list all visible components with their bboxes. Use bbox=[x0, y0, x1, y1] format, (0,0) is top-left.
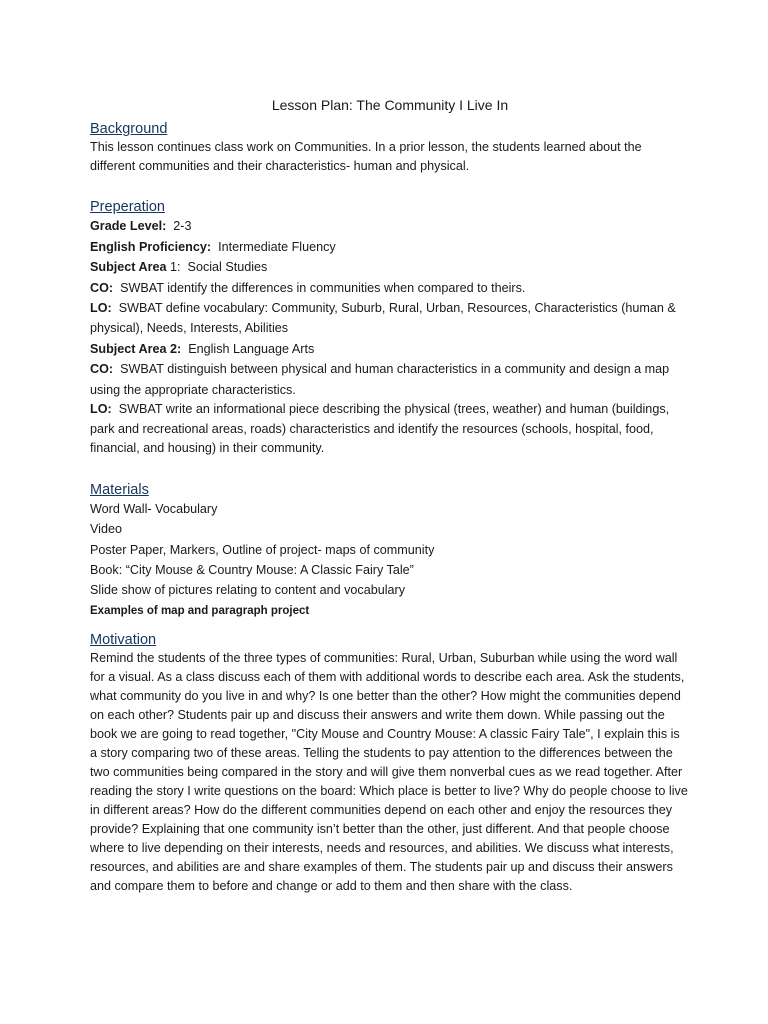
material-item: Poster Paper, Markers, Outline of project- maps of community bbox=[90, 542, 435, 557]
material-item: Video bbox=[90, 522, 122, 537]
co-2-line bbox=[90, 359, 690, 400]
lo-2-text: SWBAT write an informational piece describing the physical (trees, weather) and human (buildings, park and recreational areas, roads) characteristics and identify the resources (schools, hospital, food, financial, and housing) in their community. bbox=[90, 402, 670, 456]
lo-1-text: SWBAT define vocabulary: Community, Suburb, Rural, Urban, Resources, Characteristics (human & physical), Needs, Interests, Abilities bbox=[90, 301, 676, 336]
background-heading: Background bbox=[90, 121, 168, 137]
co-2-text: SWBAT distinguish between physical and human characteristics in a community and design a map using the appropriate characteristics. bbox=[90, 362, 670, 397]
page-title: Lesson Plan: The Community I Live In bbox=[271, 97, 509, 113]
motivation-section bbox=[90, 631, 690, 897]
grade-level-label: Grade Level: bbox=[90, 219, 167, 234]
lo-1-label: LO: bbox=[90, 301, 112, 316]
grade-level-line bbox=[90, 216, 690, 236]
subject-area-1-value: Social Studies bbox=[187, 260, 268, 275]
co-1-label: CO: bbox=[90, 280, 114, 295]
co-2-label: CO: bbox=[90, 362, 114, 377]
preparation-section bbox=[90, 198, 690, 458]
background-text: This lesson continues class work on Communities. In a prior lesson, the students learned about the different communities and their characteristics- human and physical. bbox=[90, 140, 642, 174]
lo-2-line bbox=[90, 400, 690, 459]
materials-section bbox=[90, 481, 690, 621]
subject-area-2-line bbox=[90, 339, 690, 359]
material-item: Word Wall- Vocabulary bbox=[90, 501, 218, 516]
english-proficiency-label: English Proficiency: bbox=[90, 239, 212, 254]
subject-area-2-label: Subject Area 2: bbox=[90, 341, 182, 356]
subject-area-2-value: English Language Arts bbox=[188, 341, 315, 356]
co-1-text: SWBAT identify the differences in communities when compared to theirs. bbox=[120, 280, 526, 295]
subject-area-1-number: 1: bbox=[166, 260, 181, 275]
motivation-heading: Motivation bbox=[90, 631, 157, 648]
subject-area-1-line bbox=[90, 257, 690, 277]
grade-level-value: 2-3 bbox=[173, 219, 192, 234]
materials-heading: Materials bbox=[90, 481, 149, 498]
co-1-line bbox=[90, 278, 690, 298]
motivation-text: Remind the students of the three types of communities: Rural, Urban, Suburban while using the word wall for a visual. As a class discuss each of them with additional words to describe each area. Ask the students, what community do you live in and why? Is one better than the other? How might the communities depend on each other? Students pair up and discuss their answers and write them down. While passing out the book we are going to read together, "City Mouse and Country Mouse: A classic Fairy Tale", I explain this is a story comparing two of these areas. Telling the students to pay attention to the differences between the two communities being compared in the story and will give them nonverbal cues as we read together. After reading the story I write questions on the board: Which place is better to live? Why do people choose to live in different areas? How do the different communities depend on each other and enjoy the resources they provide? Explaining that one community isn’t better than the other, just different. And that people choose where to live depending on their interests, needs and resources, and abilities. We discuss what interests, resources, and abilities are and share examples of them. The students pair up and discuss their answers and compare them to before and change or add to them and then share with the class. bbox=[90, 650, 688, 894]
lo-1-line bbox=[90, 298, 690, 339]
lo-2-label: LO: bbox=[90, 402, 112, 417]
document-page bbox=[90, 96, 690, 896]
english-proficiency-line bbox=[90, 237, 690, 257]
preparation-heading: Preperation bbox=[90, 199, 165, 216]
material-item-last: Examples of map and paragraph project bbox=[90, 604, 310, 617]
material-item: Book: “City Mouse & Country Mouse: A Classic Fairy Tale” bbox=[90, 563, 414, 578]
subject-area-1-label: Subject Area bbox=[90, 260, 167, 275]
english-proficiency-value: Intermediate Fluency bbox=[218, 239, 336, 254]
material-item: Slide show of pictures relating to content and vocabulary bbox=[90, 583, 406, 598]
